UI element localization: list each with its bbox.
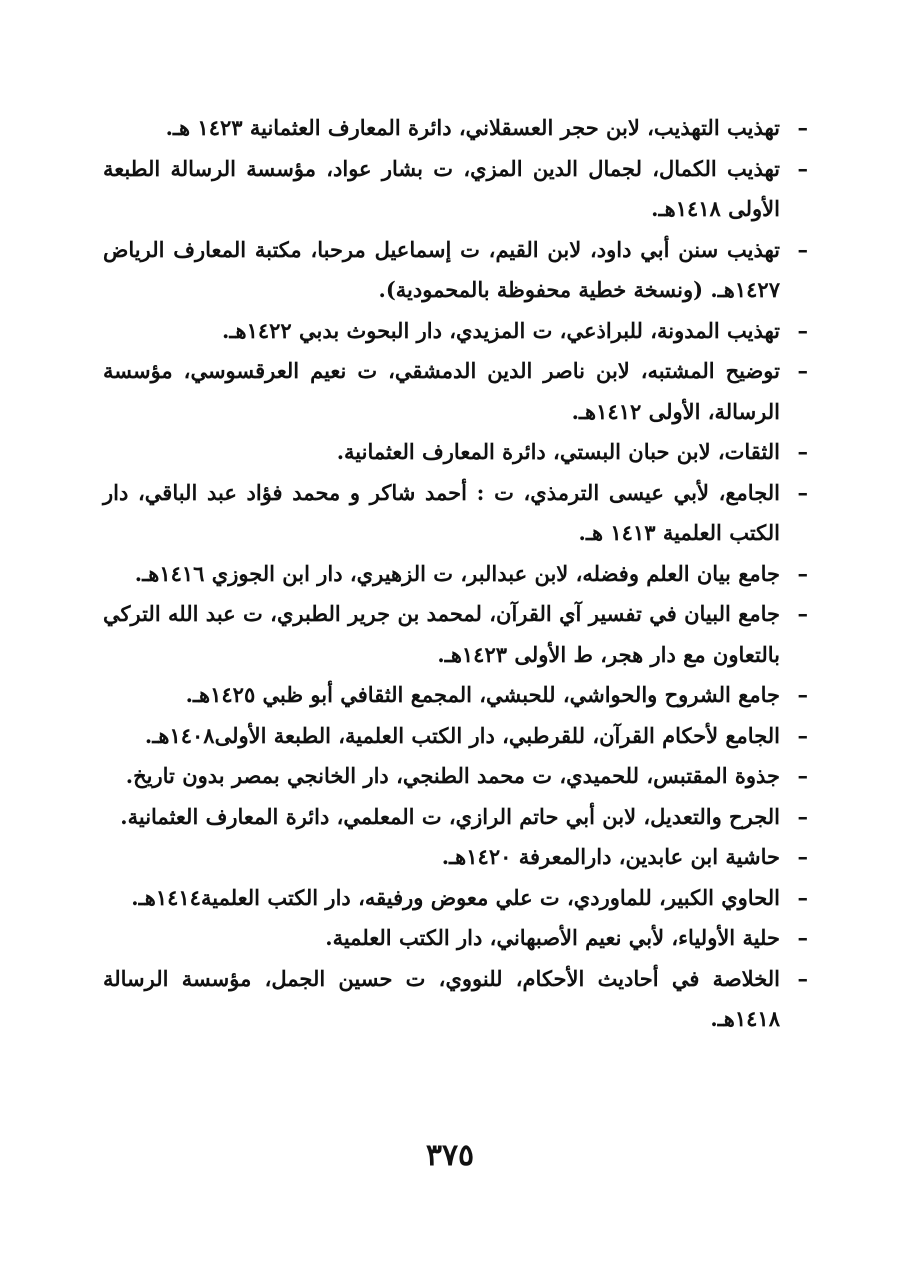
entry-text: الجرح والتعديل، لابن أبي حاتم الرازي، ت المعلمي، دائرة المعارف العثمانية. bbox=[120, 803, 780, 829]
entry-text: الخلاصة في أحاديث الأحكام، للنووي، ت حسين الجمل، مؤسسة الرسالة ١٤١٨هـ. bbox=[103, 965, 780, 1031]
bibliography-entry bbox=[103, 756, 808, 797]
bibliography-list bbox=[103, 108, 808, 1040]
entry-dash: – bbox=[797, 844, 808, 869]
entry-text: تهذيب المدونة، للبراذعي، ت المزيدي، دار البحوث بدبي ١٤٢٢هـ. bbox=[222, 317, 780, 343]
bibliography-entry bbox=[103, 959, 808, 1040]
bibliography-entry bbox=[103, 554, 808, 595]
entry-dash: – bbox=[797, 439, 808, 464]
bibliography-entry bbox=[103, 230, 808, 311]
entry-dash: – bbox=[797, 803, 808, 829]
entry-text: حاشية ابن عابدين، دارالمعرفة ١٤٢٠هـ. bbox=[441, 844, 780, 869]
bibliography-entry bbox=[103, 311, 808, 352]
entry-dash: – bbox=[797, 358, 808, 383]
entry-dash: – bbox=[797, 682, 808, 707]
entry-dash: – bbox=[797, 965, 808, 991]
entry-dash: – bbox=[797, 236, 808, 262]
entry-dash: – bbox=[797, 115, 808, 140]
entry-text: الحاوي الكبير، للماوردي، ت علي معوض ورفيقه، دار الكتب العلمية١٤١٤هـ. bbox=[131, 884, 780, 910]
bibliography-entry bbox=[103, 837, 808, 878]
bibliography-entry bbox=[103, 473, 808, 554]
entry-dash: – bbox=[797, 925, 808, 950]
entry-dash: – bbox=[797, 722, 808, 748]
entry-text: جامع الشروح والحواشي، للحبشي، المجمع الثقافي أبو ظبي ١٤٢٥هـ. bbox=[185, 682, 780, 707]
entry-dash: – bbox=[797, 155, 808, 181]
entry-dash: – bbox=[797, 479, 808, 505]
bibliography-entry bbox=[103, 878, 808, 919]
bibliography-entry bbox=[103, 108, 808, 149]
bibliography-entry bbox=[103, 918, 808, 959]
entry-text: جامع بيان العلم وفضله، لابن عبدالبر، ت الزهيري، دار ابن الجوزي ١٤١٦هـ. bbox=[134, 560, 780, 586]
bibliography-entry bbox=[103, 797, 808, 838]
entry-dash: – bbox=[797, 763, 808, 788]
entry-text: تهذيب سنن أبي داود، لابن القيم، ت إسماعيل مرحبا، مكتبة المعارف الرياض ١٤٢٧هـ. (ونسخة خطية محفوظة بالمحمودية). bbox=[103, 236, 780, 302]
bibliography-entry bbox=[103, 675, 808, 716]
bibliography-entry bbox=[103, 594, 808, 675]
entry-dash: – bbox=[797, 560, 808, 586]
page-number: ٣٧٥ bbox=[425, 1138, 475, 1173]
entry-dash: – bbox=[797, 317, 808, 343]
entry-dash: – bbox=[797, 884, 808, 910]
bibliography-entry bbox=[103, 149, 808, 230]
entry-text: الثقات، لابن حبان البستي، دائرة المعارف العثمانية. bbox=[336, 439, 780, 464]
entry-text: الجامع لأحكام القرآن، للقرطبي، دار الكتب العلمية، الطبعة الأولى١٤٠٨هـ. bbox=[144, 722, 780, 748]
bibliography-entry bbox=[103, 716, 808, 757]
bibliography-entry bbox=[103, 432, 808, 473]
entry-text: جذوة المقتبس، للحميدي، ت محمد الطنجي، دار الخانجي بمصر بدون تاريخ. bbox=[125, 763, 780, 788]
entry-text: الجامع، لأبي عيسى الترمذي، ت : أحمد شاكر و محمد فؤاد عبد الباقي، دار الكتب العلمية ١٤١٣ هـ. bbox=[103, 479, 780, 545]
entry-text: حلية الأولياء، لأبي نعيم الأصبهاني، دار الكتب العلمية. bbox=[325, 925, 780, 950]
entry-text: جامع البيان في تفسير آي القرآن، لمحمد بن جرير الطبري، ت عبد الله التركي بالتعاون مع دار هجر، ط الأولى ١٤٢٣هـ. bbox=[103, 601, 780, 667]
entry-text: توضيح المشتبه، لابن ناصر الدين الدمشقي، ت نعيم العرقسوسي، مؤسسة الرسالة، الأولى ١٤١٢هـ. bbox=[103, 358, 780, 424]
entry-text: تهذيب الكمال، لجمال الدين المزي، ت بشار عواد، مؤسسة الرسالة الطبعة الأولى ١٤١٨هـ. bbox=[103, 155, 780, 221]
bibliography-entry bbox=[103, 351, 808, 432]
entry-text: تهذيب التهذيب، لابن حجر العسقلاني، دائرة المعارف العثمانية ١٤٢٣ هـ. bbox=[165, 115, 780, 140]
entry-dash: – bbox=[797, 601, 808, 626]
